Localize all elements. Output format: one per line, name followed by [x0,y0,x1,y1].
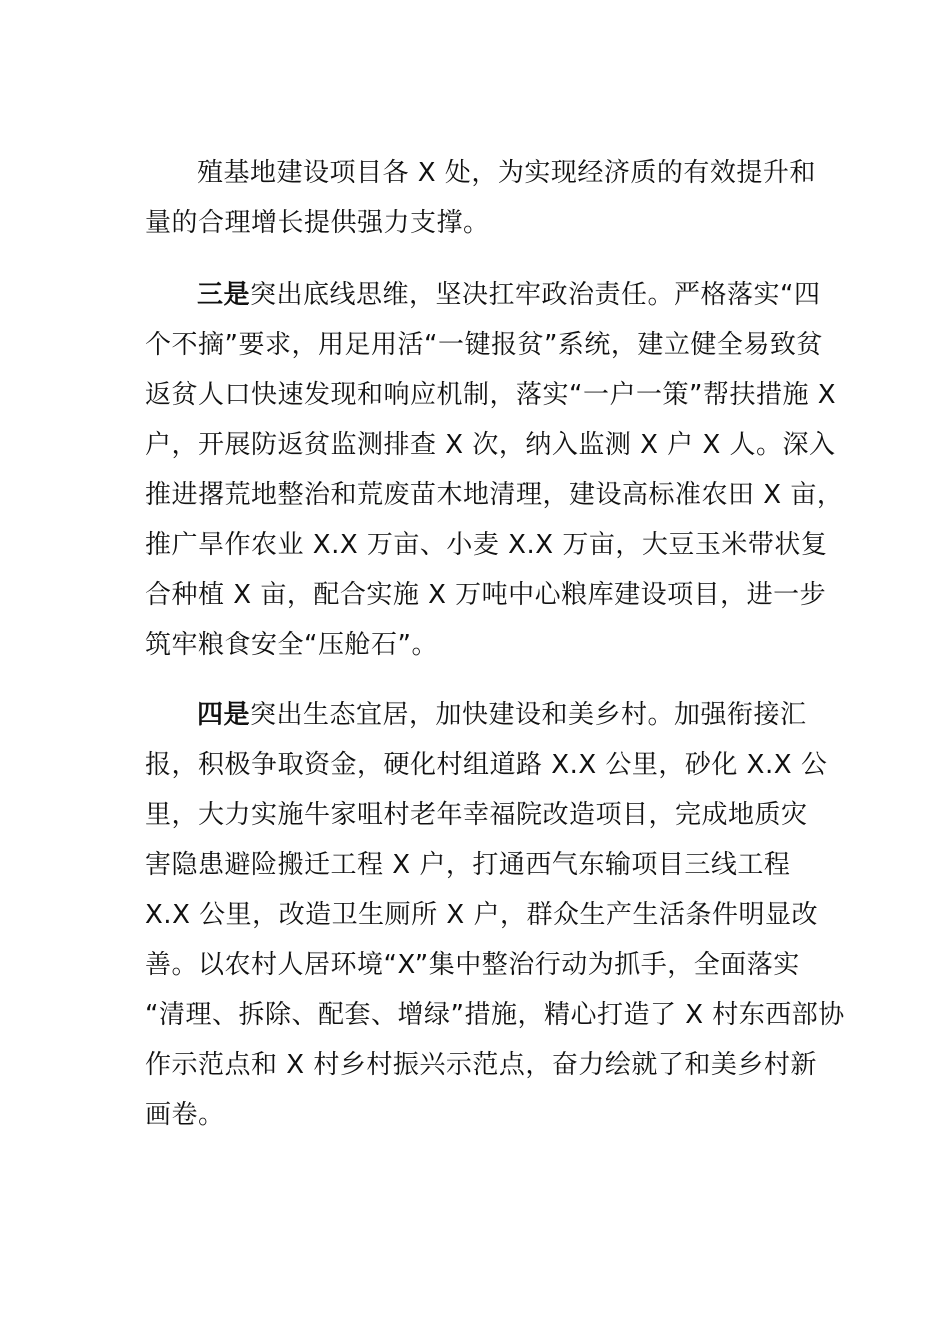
text-line-rest: 突出底线思维，坚决扛牢政治责任。严格落实“四 [250,280,821,310]
text-line: 个不摘”要求，用足用活“一键报贫”系统，建立健全易致贫 [145,330,823,360]
text-line-rest: 突出生态宜居，加快建设和美乡村。加强衔接汇 [250,700,807,730]
text-line: 殖基地建设项目各 X 处，为实现经济质的有效提升和 [197,158,816,188]
paragraph-point-four [145,690,845,1140]
text-line: 害隐患避险搬迁工程 X 户，打通西气东输项目三线工程 [145,850,791,880]
text-line: 推进撂荒地整治和荒废苗木地清理，建设高标准农田 X 亩， [145,480,844,510]
text-line-first [145,690,810,740]
text-line: 返贫人口快速发现和响应机制，落实“一户一策”帮扶措施 X [145,380,837,410]
text-line: 里，大力实施牛家咀村老年幸福院改造项目，完成地质灾 [145,800,808,830]
paragraph-point-three [145,270,844,670]
text-line: 推广旱作农业 X.X 万亩、小麦 X.X 万亩，大豆玉米带状复 [145,530,828,560]
text-line: 善。以农村人居环境“X”集中整治行动为抓手，全面落实 [145,950,800,980]
text-line: “清理、拆除、配套、增绿”措施，精心打造了 X 村东西部协 [145,1000,845,1030]
text-line: 量的合理增长提供强力支撑。 [145,208,490,238]
text-line: 画卷。 [145,1100,225,1130]
text-line: 户，开展防返贫监测排查 X 次，纳入监测 X 户 X 人。深入 [145,430,836,460]
text-line: 筑牢粮食安全“压舱石”。 [145,630,438,660]
paragraph-continuation [145,148,816,248]
text-line: X.X 公里，改造卫生厕所 X 户，群众生产生活条件明显改 [145,900,818,930]
paragraph-lead: 四是 [197,700,251,730]
text-line: 报，积极争取资金，硬化村组道路 X.X 公里，砂化 X.X 公 [145,750,828,780]
paragraph-lead: 三是 [197,280,251,310]
text-line-first [145,270,821,320]
text-line: 作示范点和 X 村乡村振兴示范点，奋力绘就了和美乡村新 [145,1050,817,1080]
text-line: 合种植 X 亩，配合实施 X 万吨中心粮库建设项目，进一步 [145,580,827,610]
